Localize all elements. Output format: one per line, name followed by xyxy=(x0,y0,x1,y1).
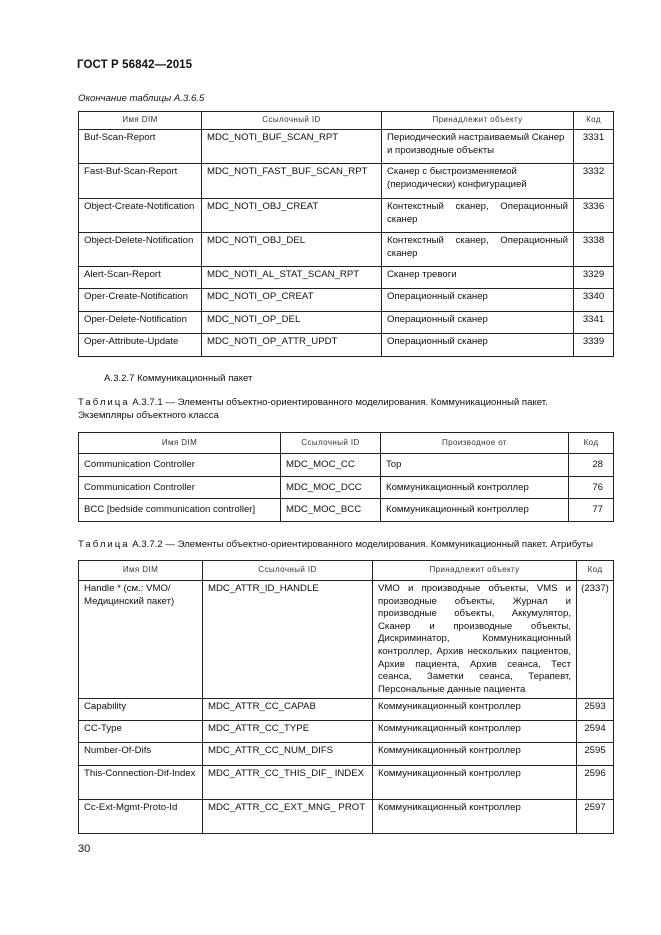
table-row xyxy=(79,334,614,357)
column-header: Принадлежит объекту xyxy=(382,112,574,130)
code-cell: 2596 xyxy=(577,766,614,800)
table-row xyxy=(79,477,614,499)
object-cell: Коммуникационный контроллер xyxy=(373,800,577,834)
table-header-row xyxy=(79,112,614,130)
column-header: Ссылочный ID xyxy=(202,112,382,130)
object-cell: Коммуникационный контроллер xyxy=(373,699,577,721)
table-row xyxy=(79,164,614,199)
dim-name-cell: Fast-Buf-Scan-Report xyxy=(79,164,202,199)
reference-id-cell: MDC_NOTI_OBJ_DEL xyxy=(202,233,382,267)
column-header: Ссылочный ID xyxy=(203,561,373,581)
dim-name-cell: Communication Controller xyxy=(79,454,281,477)
reference-id-cell: MDC_MOC_CC xyxy=(281,454,381,477)
code-cell: 3340 xyxy=(574,289,614,312)
dim-name-cell: Object-Create-Notification xyxy=(79,199,202,233)
code-cell: 3339 xyxy=(574,334,614,357)
object-cell: Коммуникационный контроллер xyxy=(373,766,577,800)
table-header-row xyxy=(79,433,614,454)
code-cell: 76 xyxy=(569,477,614,499)
object-cell: Коммуникационный контроллер xyxy=(373,743,577,766)
reference-id-cell: MDC_NOTI_OBJ_CREAT xyxy=(202,199,382,233)
dim-name-cell: Object-Delete-Notification xyxy=(79,233,202,267)
table-row xyxy=(79,289,614,312)
object-class-instances-table xyxy=(78,432,614,522)
document-title: ГОСТ Р 56842—2015 xyxy=(77,59,193,71)
column-header: Имя DIM xyxy=(79,433,281,454)
section-heading: А.3.2.7 Коммуникационный пакет xyxy=(104,373,253,384)
reference-id-cell: MDC_NOTI_FAST_BUF_SCAN_RPT xyxy=(202,164,382,199)
object-cell: Операционный сканер xyxy=(382,334,574,357)
table-row xyxy=(79,312,614,334)
table-row xyxy=(79,766,614,800)
table-caption-text: А.3.7.1 — Элементы объектно-ориентированного моделирования. Коммуникационный пакет. Экземпляры объектного класса xyxy=(78,397,548,421)
column-header: Код xyxy=(569,433,614,454)
code-cell: 3338 xyxy=(574,233,614,267)
dim-name-cell: This-Connection-Dif-Index xyxy=(79,766,203,800)
column-header: Имя DIM xyxy=(79,561,203,581)
derived-from-cell: Top xyxy=(381,454,569,477)
column-header: Ссылочный ID xyxy=(281,433,381,454)
dim-name-cell: Handle * (см.: VMO/ Медицинский пакет) xyxy=(79,581,203,699)
table-row xyxy=(79,267,614,289)
table-row xyxy=(79,581,614,699)
dim-name-cell: Capability xyxy=(79,699,203,721)
dim-name-cell: BCC [bedside communication controller] xyxy=(79,499,281,522)
object-cell: Контекстный сканер, Операционный сканер xyxy=(382,233,574,267)
dim-name-cell: Communication Controller xyxy=(79,477,281,499)
object-cell: Операционный сканер xyxy=(382,312,574,334)
reference-id-cell: MDC_MOC_DCC xyxy=(281,477,381,499)
derived-from-cell: Коммуникационный контроллер xyxy=(381,477,569,499)
table-row xyxy=(79,130,614,164)
reference-id-cell: MDC_NOTI_AL_STAT_SCAN_RPT xyxy=(202,267,382,289)
table-row xyxy=(79,699,614,721)
dim-name-cell: Alert-Scan-Report xyxy=(79,267,202,289)
table-continuation-caption: Окончание таблицы А.3.6.5 xyxy=(78,93,205,104)
code-cell: 2595 xyxy=(577,743,614,766)
dim-name-cell: Oper-Attribute-Update xyxy=(79,334,202,357)
code-cell: 3341 xyxy=(574,312,614,334)
table-row xyxy=(79,199,614,233)
reference-id-cell: MDC_NOTI_OP_DEL xyxy=(202,312,382,334)
object-cell: Сканер с быстроизменяемой (периодически) конфигурацией xyxy=(382,164,574,199)
reference-id-cell: MDC_MOC_BCC xyxy=(281,499,381,522)
object-cell: Контекстный сканер, Операционный сканер xyxy=(382,199,574,233)
code-cell: 28 xyxy=(569,454,614,477)
object-cell: Периодический настраиваемый Сканер и производные объекты xyxy=(382,130,574,164)
table-header-row xyxy=(79,561,614,581)
dim-name-cell: Oper-Create-Notification xyxy=(79,289,202,312)
reference-id-cell: MDC_NOTI_OP_CREAT xyxy=(202,289,382,312)
derived-from-cell: Коммуникационный контроллер xyxy=(381,499,569,522)
dim-name-cell: Number-Of-Difs xyxy=(79,743,203,766)
reference-id-cell: MDC_ATTR_CC_TYPE xyxy=(203,721,373,743)
table-row xyxy=(79,800,614,834)
table-caption-label: Таблица xyxy=(78,397,130,408)
dim-name-cell: Oper-Delete-Notification xyxy=(79,312,202,334)
column-header: Производное от xyxy=(381,433,569,454)
code-cell: 77 xyxy=(569,499,614,522)
page-number: 30 xyxy=(78,843,91,855)
code-cell: (2337) xyxy=(577,581,614,699)
column-header: Код xyxy=(574,112,614,130)
reference-id-cell: MDC_NOTI_OP_ATTR_UPDT xyxy=(202,334,382,357)
reference-id-cell: MDC_ATTR_ID_HANDLE xyxy=(203,581,373,699)
reference-id-cell: MDC_NOTI_BUF_SCAN_RPT xyxy=(202,130,382,164)
code-cell: 2594 xyxy=(577,721,614,743)
table-row xyxy=(79,721,614,743)
code-cell: 2593 xyxy=(577,699,614,721)
table-row xyxy=(79,454,614,477)
code-cell: 3332 xyxy=(574,164,614,199)
column-header: Код xyxy=(577,561,614,581)
object-cell: Операционный сканер xyxy=(382,289,574,312)
code-cell: 3331 xyxy=(574,130,614,164)
dim-name-cell: Buf-Scan-Report xyxy=(79,130,202,164)
table-caption xyxy=(78,397,598,422)
table-row xyxy=(79,499,614,522)
notifications-table xyxy=(78,111,614,357)
table-row xyxy=(79,743,614,766)
column-header: Принадлежит объекту xyxy=(373,561,577,581)
code-cell: 2597 xyxy=(577,800,614,834)
code-cell: 3329 xyxy=(574,267,614,289)
object-cell: VMO и производные объекты, VMS и производные объекты, Журнал и производные объекты, Аккумулятор, Сканер и производные объекты, Дискриминатор, Коммуникационный контроллер, Архив нескольких пациентов, Архив пациента, Архив сеанса, Тест сеанса, Заметки сеанса, Терапевт, Персональные данные пациента xyxy=(373,581,577,699)
table-row xyxy=(79,233,614,267)
attributes-table xyxy=(78,560,614,834)
object-cell: Сканер тревоги xyxy=(382,267,574,289)
dim-name-cell: CC-Type xyxy=(79,721,203,743)
reference-id-cell: MDC_ATTR_CC_EXT_MNG_ PROT xyxy=(203,800,373,834)
reference-id-cell: MDC_ATTR_CC_THIS_DIF_ INDEX xyxy=(203,766,373,800)
reference-id-cell: MDC_ATTR_CC_CAPAB xyxy=(203,699,373,721)
table-caption-label: Таблица xyxy=(78,539,130,550)
dim-name-cell: Cc-Ext-Mgmt-Proto-Id xyxy=(79,800,203,834)
table-caption-text: А.3.7.2 — Элементы объектно-ориентированного моделирования. Коммуникационный пакет. Атрибуты xyxy=(129,539,594,550)
table-caption xyxy=(78,539,608,550)
reference-id-cell: MDC_ATTR_CC_NUM_DIFS xyxy=(203,743,373,766)
code-cell: 3336 xyxy=(574,199,614,233)
object-cell: Коммуникационный контроллер xyxy=(373,721,577,743)
column-header: Имя DIM xyxy=(79,112,202,130)
